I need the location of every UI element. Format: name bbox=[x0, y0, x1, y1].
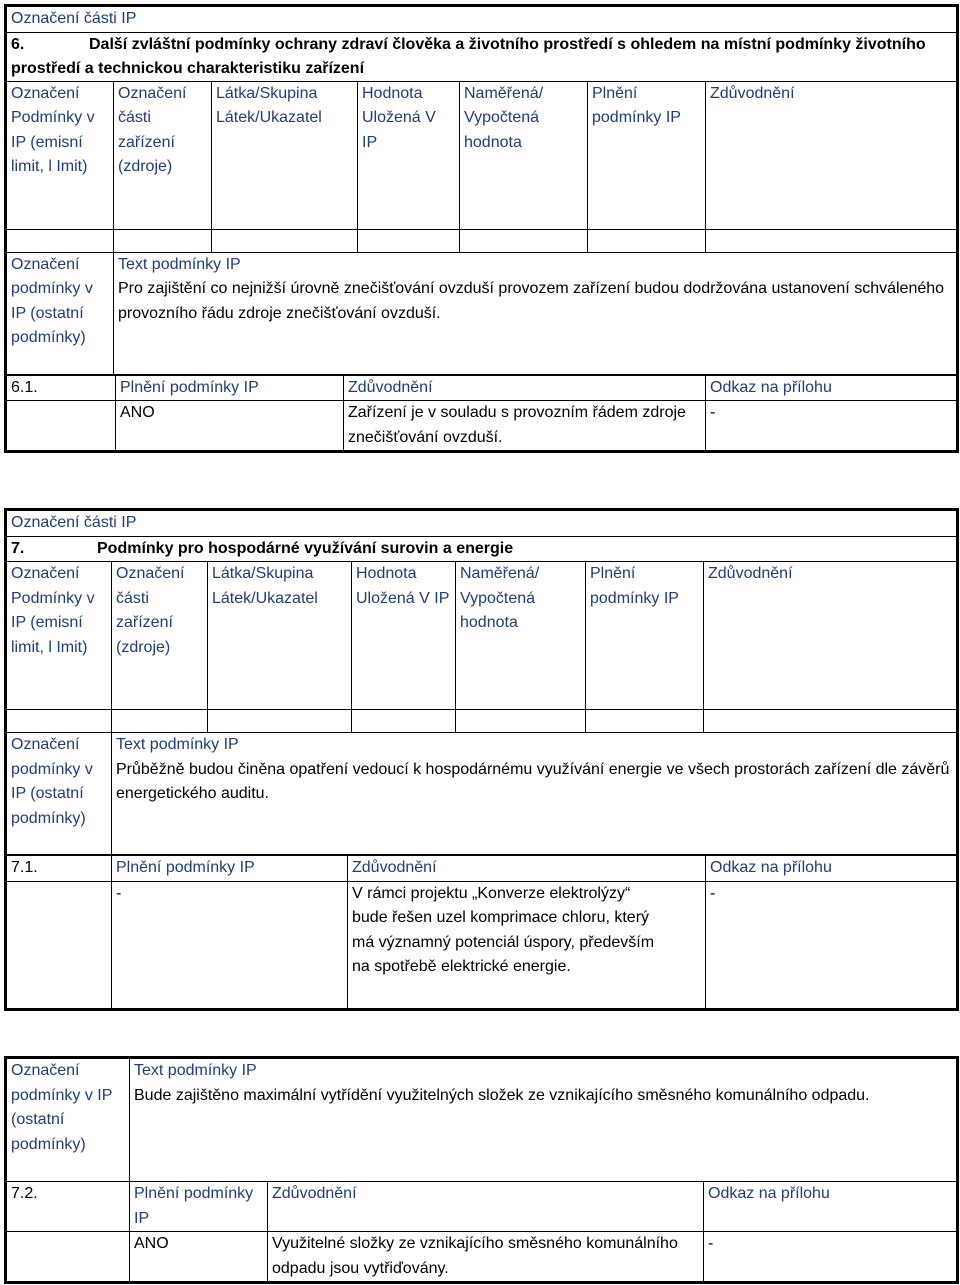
header-substance: Látka/Skupina Látek/Ukazatel bbox=[208, 562, 352, 710]
header-stored-value: Hodnota Uložená V IP bbox=[358, 81, 460, 229]
section-7-2-table bbox=[4, 1056, 959, 1284]
header-fulfilment: Plnění podmínky IP bbox=[588, 81, 706, 229]
header-part: Označení části zařízení (zdroje) bbox=[114, 81, 212, 229]
header-justification: Zdůvodnění bbox=[706, 81, 958, 229]
reason-label: Zdůvodnění bbox=[348, 856, 706, 882]
sub-number: 7.1. bbox=[6, 856, 112, 882]
header-justification: Zdůvodnění bbox=[704, 562, 958, 710]
fulfil-label: Plnění podmínky IP bbox=[116, 375, 344, 401]
fulfil-label: Plnění podmínky IP bbox=[130, 1182, 268, 1232]
fulfil-value: - bbox=[112, 881, 348, 1009]
reason-value: V rámci projektu „Konverze elektrolýzy“ bude řešen uzel komprimace chloru, který má významný potenciál úspory, především na spotřebě elektrické energie. bbox=[348, 881, 706, 1009]
empty-data-row bbox=[6, 710, 958, 733]
sub-number: 7.2. bbox=[6, 1182, 130, 1232]
section-number: 7. bbox=[11, 539, 25, 557]
empty-data-row bbox=[6, 229, 958, 252]
text-label: Text podmínky IP bbox=[134, 1062, 257, 1079]
part-label: Označení části IP bbox=[11, 10, 137, 27]
attachment-label: Odkaz na přílohu bbox=[706, 375, 958, 401]
condition-text: Bude zajištěno maximální vytřídění využitelných složek ze vznikajícího směsného komunálního odpadu. bbox=[134, 1086, 870, 1104]
header-fulfilment: Plnění podmínky IP bbox=[586, 562, 704, 710]
attachment-value: - bbox=[704, 1232, 958, 1283]
condition-text: Pro zajištění co nejnižší úrovně znečišťování ovzduší provozem zařízení budou dodržována ustanovení schváleného provozního řádu zdroje znečišťování ovzduší. bbox=[118, 280, 945, 322]
header-condition: Označení Podmínky v IP (emisní limit, l Imit) bbox=[6, 562, 112, 710]
section-7-2 bbox=[4, 1056, 956, 1284]
section-title: Podmínky pro hospodárné využívání surovin a energie bbox=[97, 539, 514, 557]
section-6 bbox=[4, 4, 956, 453]
reason-value: Využitelné složky ze vznikajícího směsného komunálního odpadu jsou vytřiďovány. bbox=[268, 1232, 704, 1283]
attachment-label: Odkaz na přílohu bbox=[706, 856, 958, 882]
header-measured-value: Naměřená/ Vypočtená hodnota bbox=[456, 562, 586, 710]
reason-label: Zdůvodnění bbox=[344, 375, 706, 401]
sub-number: 6.1. bbox=[6, 375, 116, 401]
reason-label: Zdůvodnění bbox=[268, 1182, 704, 1232]
fulfil-value: ANO bbox=[116, 401, 344, 452]
fulfil-value: ANO bbox=[130, 1232, 268, 1283]
text-label: Text podmínky IP bbox=[116, 736, 239, 753]
header-part: Označení části zařízení (zdroje) bbox=[112, 562, 208, 710]
section-6-table bbox=[4, 4, 959, 375]
attachment-value: - bbox=[706, 401, 958, 452]
reason-value: Zařízení je v souladu s provozním řádem zdroje znečišťování ovzduší. bbox=[344, 401, 706, 452]
header-stored-value: Hodnota Uložená V IP bbox=[352, 562, 456, 710]
header-substance: Látka/Skupina Látek/Ukazatel bbox=[212, 81, 358, 229]
section-7-table bbox=[4, 508, 959, 855]
attachment-value: - bbox=[706, 881, 958, 1009]
section-title: Další zvláštní podmínky ochrany zdraví člověka a životního prostředí s ohledem na místní podmínky životního prostředí a technickou charakteristiku zařízení bbox=[11, 35, 926, 77]
section-7 bbox=[4, 508, 956, 1011]
condition-label: Označení podmínky v IP (ostatní podmínky) bbox=[6, 733, 112, 855]
attachment-label: Odkaz na přílohu bbox=[704, 1182, 958, 1232]
header-measured-value: Naměřená/ Vypočtená hodnota bbox=[460, 81, 588, 229]
section-number: 6. bbox=[11, 35, 25, 53]
section-6-fulfilment bbox=[4, 375, 959, 454]
fulfil-label: Plnění podmínky IP bbox=[112, 856, 348, 882]
part-label: Označení části IP bbox=[11, 514, 137, 531]
condition-text: Průběžně budou činěna opatření vedoucí k hospodárnému využívání energie ve všech prostorách zařízení dle závěrů energetického auditu. bbox=[116, 760, 950, 802]
condition-label: Označení podmínky v IP (ostatní podmínky) bbox=[6, 1058, 130, 1182]
section-7-fulfilment bbox=[4, 855, 959, 1011]
text-label: Text podmínky IP bbox=[118, 255, 241, 273]
header-condition: Označení Podmínky v IP (emisní limit, l Imit) bbox=[6, 81, 114, 229]
condition-label: Označení podmínky v IP (ostatní podmínky) bbox=[6, 252, 114, 374]
